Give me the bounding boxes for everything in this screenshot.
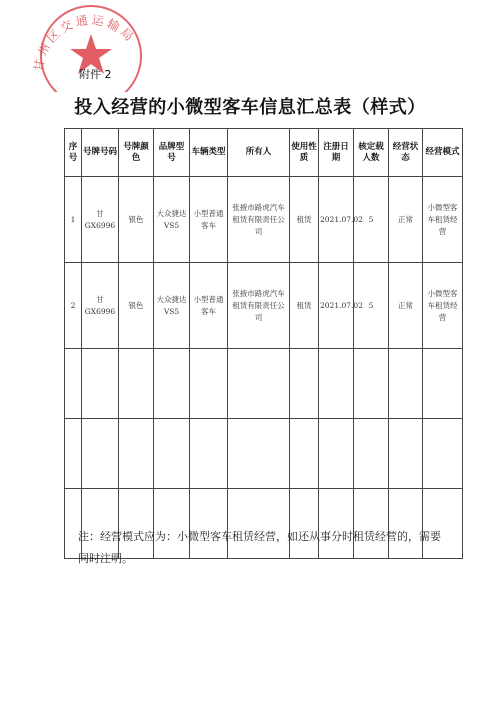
cell-seats: 5 <box>354 263 389 349</box>
cell-plate-color: 银色 <box>119 177 154 263</box>
cell-vehicle-type: 小型普通客车 <box>190 177 228 263</box>
cell-no: 2 <box>65 263 82 349</box>
cell-plate-color: 银色 <box>119 263 154 349</box>
header-owner: 所有人 <box>228 129 290 177</box>
vehicle-info-table <box>64 128 463 559</box>
cell-owner: 张掖市路虎汽车租赁有限责任公司 <box>228 263 290 349</box>
header-vehicle-type: 车辆类型 <box>190 129 228 177</box>
table-row <box>65 177 463 263</box>
cell-reg-date: 2021.07.02 <box>319 177 354 263</box>
footnote: 注：经营模式应为：小微型客车租赁经营，如还从事分时租赁经营的，需要同时注明。 <box>78 530 441 565</box>
cell-seats: 5 <box>354 177 389 263</box>
seal-arc-text: 甘州区交通运输局 <box>31 12 139 73</box>
header-plate: 号牌号码 <box>82 129 119 177</box>
cell-owner: 张掖市路虎汽车租赁有限责任公司 <box>228 177 290 263</box>
table-row <box>65 263 463 349</box>
cell-plate: 甘GX6996 <box>82 263 119 349</box>
header-brand: 品牌型号 <box>154 129 190 177</box>
table-header-row <box>65 129 463 177</box>
attachment-label: 附件 2 <box>79 68 112 81</box>
page-title: 投入经营的小微型客车信息汇总表（样式） <box>74 97 426 118</box>
cell-vehicle-type: 小型普通客车 <box>190 263 228 349</box>
cell-mode: 小微型客车租赁经营 <box>423 263 463 349</box>
cell-status: 正常 <box>389 177 423 263</box>
cell-plate: 甘GX6996 <box>82 177 119 263</box>
header-status: 经营状态 <box>389 129 423 177</box>
header-plate-color: 号牌颜色 <box>119 129 154 177</box>
cell-status: 正常 <box>389 263 423 349</box>
header-reg-date: 注册日期 <box>319 129 354 177</box>
header-no: 序号 <box>65 129 82 177</box>
cell-brand: 大众捷达VS5 <box>154 177 190 263</box>
cell-brand: 大众捷达VS5 <box>154 263 190 349</box>
cell-usage: 租赁 <box>290 177 319 263</box>
cell-no: 1 <box>65 177 82 263</box>
empty-table-row <box>65 419 463 489</box>
header-mode: 经营模式 <box>423 129 463 177</box>
cell-reg-date: 2021.07.02 <box>319 263 354 349</box>
cell-mode: 小微型客车租赁经营 <box>423 177 463 263</box>
header-seats: 核定载人数 <box>354 129 389 177</box>
empty-table-row <box>65 349 463 419</box>
header-usage: 使用性质 <box>290 129 319 177</box>
cell-usage: 租赁 <box>290 263 319 349</box>
